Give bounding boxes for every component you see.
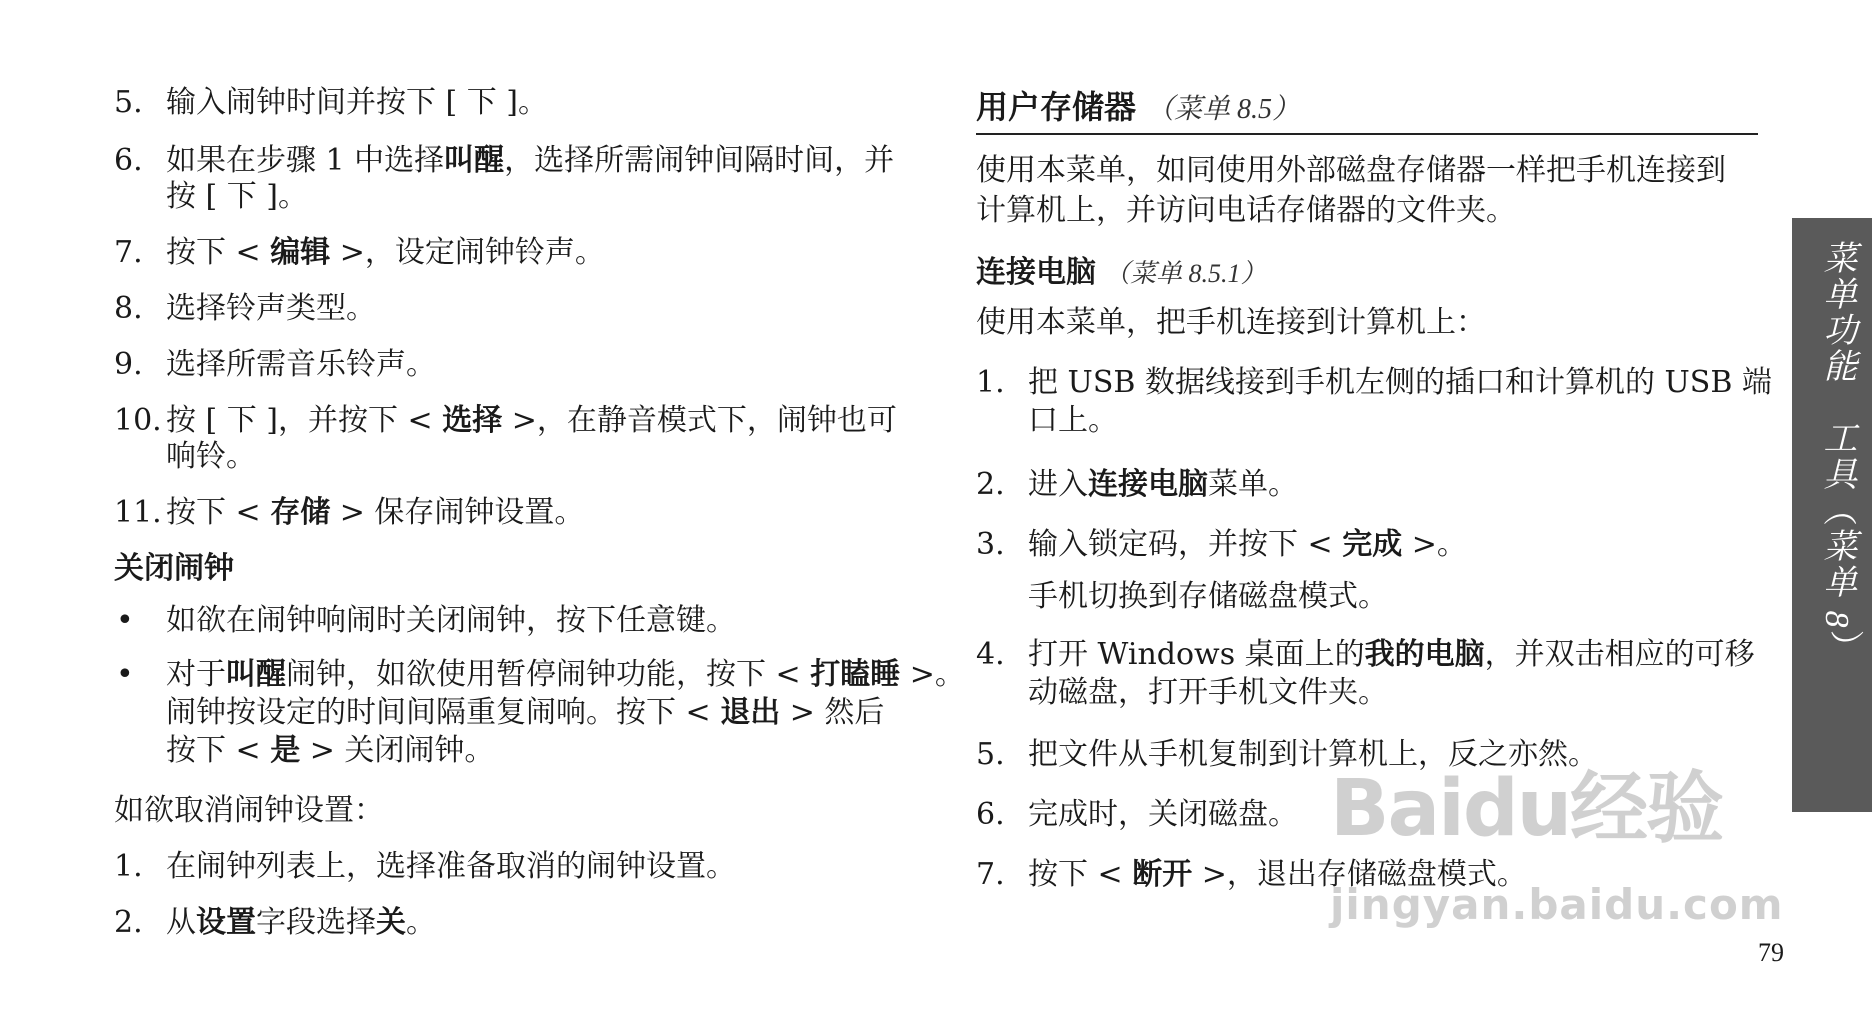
step-continuation: 动磁盘，打开手机文件夹。 xyxy=(1028,675,1388,710)
bullet-text: 闹钟，如欲使用暂停闹钟功能，按下 < xyxy=(286,657,811,692)
bold-term: 选择 xyxy=(442,403,503,438)
step-text: >，在静音模式下，闹钟也可 xyxy=(502,403,897,438)
paragraph: 计算机上，并访问电话存储器的文件夹。 xyxy=(976,193,1516,228)
page-title: 用户存储器 （菜单 8.5） xyxy=(976,88,1301,126)
step-continuation: 手机切换到存储磁盘模式。 xyxy=(1028,579,1388,614)
step-text: 把文件从手机复制到计算机上，反之亦然。 xyxy=(1028,737,1598,772)
step-text: 完成时，关闭磁盘。 xyxy=(1028,797,1298,832)
watermark-url: jingyan.baidu.com xyxy=(1330,880,1784,929)
watermark-logo: Baidu经验 xyxy=(1330,764,1723,854)
bullet-text: 对于 xyxy=(166,657,226,692)
section-heading: 连接电脑 （菜单 8.5.1） xyxy=(976,255,1267,290)
step-number: 4. xyxy=(976,637,1005,672)
bold-term: 退出 xyxy=(720,695,781,730)
step-continuation: 口上。 xyxy=(1028,403,1118,438)
bold-term: 是 xyxy=(270,733,301,768)
step-text: 选择铃声类型。 xyxy=(166,291,376,326)
bold-term: 编辑 xyxy=(270,235,331,270)
step-number: 11. xyxy=(114,495,162,530)
step-text: 按下 < xyxy=(166,235,271,270)
bullet-continuation: 闹钟按设定的时间间隔重复闹响。按下 < 退出 > 然后 xyxy=(166,695,885,730)
step-number: 1. xyxy=(976,365,1005,400)
section-heading: 关闭闹钟 xyxy=(114,551,234,586)
menu-reference: （菜单 8.5） xyxy=(1146,94,1301,125)
step-text: 如果在步骤 1 中选择 xyxy=(166,143,445,178)
page-number: 79 xyxy=(1758,938,1784,967)
step-text: 按下 < xyxy=(166,495,271,530)
step-text: 在闹钟列表上，选择准备取消的闹钟设置。 xyxy=(166,849,736,884)
step-number: 7. xyxy=(114,235,143,270)
step-continuation: 响铃。 xyxy=(166,439,256,474)
paragraph: 使用本菜单，把手机连接到计算机上： xyxy=(976,305,1486,340)
menu-reference: （菜单 8.5.1） xyxy=(1104,259,1267,288)
step-number: 3. xyxy=(976,527,1005,562)
bold-term: 断开 xyxy=(1132,857,1193,892)
bullet-icon: • xyxy=(116,657,134,692)
step-text: >，设定闹钟铃声。 xyxy=(330,235,605,270)
step-number: 6. xyxy=(114,143,143,178)
step-text: ，选择所需闹钟间隔时间，并 xyxy=(504,143,895,178)
step-number: 7. xyxy=(976,857,1005,892)
step-text: > 保存闹钟设置。 xyxy=(330,495,585,530)
bold-term: 关 xyxy=(376,905,406,940)
bold-term: 叫醒 xyxy=(226,657,286,692)
paragraph: 如欲取消闹钟设置： xyxy=(114,793,384,828)
step-number: 8. xyxy=(114,291,143,326)
title-divider xyxy=(976,133,1758,135)
step-number: 1. xyxy=(114,849,143,884)
step-number: 10. xyxy=(114,403,162,438)
step-text: 选择所需音乐铃声。 xyxy=(166,347,436,382)
step-number: 5. xyxy=(114,85,143,120)
paragraph: 使用本菜单，如同使用外部磁盘存储器一样把手机连接到 xyxy=(976,153,1726,188)
step-text: 按 [ 下 ]，并按下 < xyxy=(166,403,443,438)
bold-term: 我的电脑 xyxy=(1364,637,1485,672)
bullet-text: >。 xyxy=(900,657,965,692)
bold-term: 设置 xyxy=(196,905,256,940)
step-continuation: 按 [ 下 ]。 xyxy=(166,179,309,214)
step-number: 2. xyxy=(114,905,143,940)
step-number: 2. xyxy=(976,467,1005,502)
bold-term: 叫醒 xyxy=(444,143,505,178)
bold-term: 完成 xyxy=(1342,527,1403,562)
bullet-icon: • xyxy=(116,603,134,638)
step-text: 输入闹钟时间并按下 [ 下 ]。 xyxy=(166,85,549,120)
bold-term: 存储 xyxy=(270,495,331,530)
step-text: 把 USB 数据线接到手机左侧的插口和计算机的 USB 端 xyxy=(1028,365,1772,400)
step-number: 5. xyxy=(976,737,1005,772)
chapter-tab-label: 菜单功能 工具（菜单 8） xyxy=(1818,240,1855,666)
step-number: 6. xyxy=(976,797,1005,832)
bullet-text: 如欲在闹钟响闹时关闭闹钟，按下任意键。 xyxy=(166,603,736,638)
bold-term: 打瞌睡 xyxy=(810,657,901,692)
bullet-continuation: 按下 < 是 > 关闭闹钟。 xyxy=(166,733,495,768)
step-number: 9. xyxy=(114,347,143,382)
bold-term: 连接电脑 xyxy=(1088,467,1208,502)
